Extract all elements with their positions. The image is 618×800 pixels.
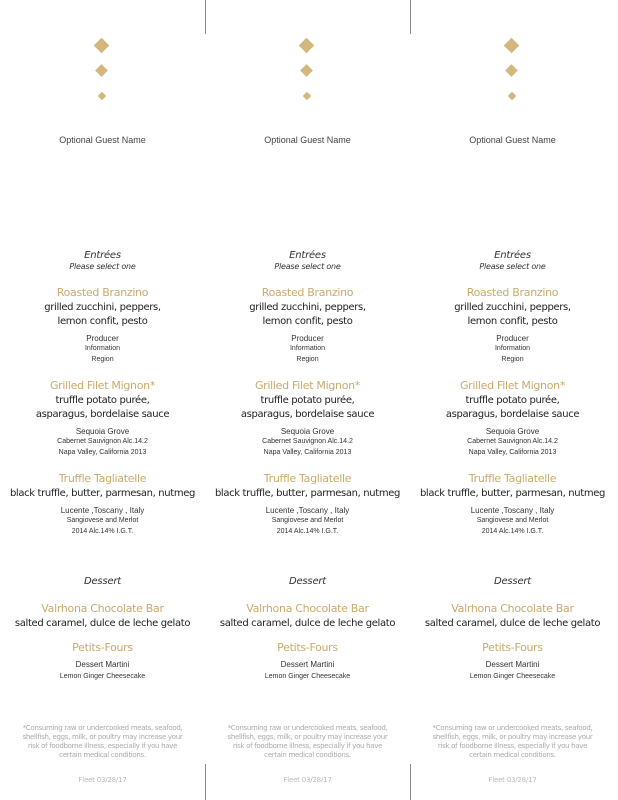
wine-pairing: Lucente ,Toscany , Italy bbox=[60, 506, 145, 515]
dish-name: Truffle Tagliatelle bbox=[58, 472, 147, 485]
menu-item bbox=[205, 641, 410, 682]
dish-description-line: lemon confit, pesto bbox=[262, 316, 353, 327]
dish-description bbox=[0, 617, 205, 631]
dish-name: Petits-Fours bbox=[72, 641, 133, 654]
entrees-header bbox=[205, 250, 410, 271]
wine-detail: 2014 Alc.14% I.G.T. bbox=[481, 528, 544, 535]
diamond-ornament bbox=[410, 0, 615, 110]
wine-detail: Cabernet Sauvignon Alc.14.2 bbox=[467, 438, 558, 445]
wine-pairing: Producer bbox=[291, 334, 324, 343]
dish-description-line: lemon confit, pesto bbox=[57, 316, 148, 327]
wine-pairing: Dessert Martini bbox=[485, 660, 540, 669]
wine-detail: Region bbox=[91, 356, 114, 363]
dish-description bbox=[410, 301, 615, 329]
dish-name: Valrhona Chocolate Bar bbox=[451, 602, 574, 615]
disclaimer-line: risk of foodborne illness, especially if you have bbox=[437, 742, 588, 750]
dish-description-line: black truffle, butter, parmesan, nutmeg bbox=[419, 488, 606, 499]
diamond-icon bbox=[508, 92, 516, 100]
dish-description bbox=[410, 394, 615, 422]
wine-pairing: Dessert Martini bbox=[75, 660, 130, 669]
wine-detail: Information bbox=[494, 345, 531, 352]
diamond-icon bbox=[95, 64, 108, 77]
wine-detail: Information bbox=[84, 345, 121, 352]
dish-name: Petits-Fours bbox=[482, 641, 543, 654]
wine-pairing: Sequoia Grove bbox=[280, 427, 335, 436]
diamond-icon bbox=[299, 38, 315, 54]
menu-item bbox=[205, 472, 410, 537]
menu-item bbox=[410, 641, 615, 682]
wine-pairing: Producer bbox=[86, 334, 119, 343]
dish-description-line: grilled zucchini, peppers, bbox=[249, 302, 366, 313]
dish-name: Roasted Branzino bbox=[261, 286, 354, 299]
menu-item bbox=[0, 472, 205, 537]
guest-name: Optional Guest Name bbox=[264, 135, 351, 145]
dish-name: Roasted Branzino bbox=[56, 286, 149, 299]
dish-description-line: truffle potato purée, bbox=[260, 395, 355, 406]
wine-detail: Sangiovese and Merlot bbox=[66, 517, 139, 524]
dish-description-line: grilled zucchini, peppers, bbox=[454, 302, 571, 313]
dish-description-line: asparagus, bordelaise sauce bbox=[445, 409, 580, 420]
dessert-header bbox=[0, 576, 205, 587]
footer-date: Fleet 03/28/17 bbox=[78, 776, 127, 784]
wine-detail: Sangiovese and Merlot bbox=[476, 517, 549, 524]
diamond-icon bbox=[505, 64, 518, 77]
dessert-title: Dessert bbox=[83, 576, 122, 587]
wine-detail: 2014 Alc.14% I.G.T. bbox=[71, 528, 134, 535]
dessert-header bbox=[205, 576, 410, 587]
entrees-title: Entrées bbox=[289, 250, 326, 261]
dish-name: Grilled Filet Mignon* bbox=[254, 379, 361, 392]
wine-pairing: Lucente ,Toscany , Italy bbox=[265, 506, 350, 515]
dish-description-line: salted caramel, dulce de leche gelato bbox=[219, 618, 396, 629]
dish-name: Grilled Filet Mignon* bbox=[459, 379, 566, 392]
dish-description-line: asparagus, bordelaise sauce bbox=[240, 409, 375, 420]
wine-detail: Cabernet Sauvignon Alc.14.2 bbox=[57, 438, 148, 445]
dish-description bbox=[205, 617, 410, 631]
wine-detail: Lemon Ginger Cheesecake bbox=[469, 673, 556, 680]
entrees-title: Entrées bbox=[84, 250, 121, 261]
entrees-title: Entrées bbox=[494, 250, 531, 261]
dish-description-line: black truffle, butter, parmesan, nutmeg bbox=[9, 488, 196, 499]
menu-item bbox=[410, 602, 615, 631]
menu-item bbox=[0, 641, 205, 682]
dish-description bbox=[410, 617, 615, 631]
wine-detail: Region bbox=[501, 356, 524, 363]
wine-detail: Napa Valley, California 2013 bbox=[468, 449, 557, 456]
menu-item bbox=[205, 602, 410, 631]
disclaimer-line: certain medical conditions. bbox=[264, 751, 351, 759]
wine-detail: Sangiovese and Merlot bbox=[271, 517, 344, 524]
diamond-ornament bbox=[205, 0, 410, 110]
dish-name: Petits-Fours bbox=[277, 641, 338, 654]
dish-description bbox=[205, 487, 410, 501]
menu-item bbox=[205, 286, 410, 365]
wine-detail: Cabernet Sauvignon Alc.14.2 bbox=[262, 438, 353, 445]
dish-name: Valrhona Chocolate Bar bbox=[41, 602, 164, 615]
wine-detail: Region bbox=[296, 356, 319, 363]
diamond-icon bbox=[94, 38, 110, 54]
wine-detail: Information bbox=[289, 345, 326, 352]
wine-pairing: Lucente ,Toscany , Italy bbox=[470, 506, 555, 515]
disclaimer-line: risk of foodborne illness, especially if you have bbox=[232, 742, 383, 750]
food-safety-disclaimer bbox=[432, 724, 593, 760]
food-safety-disclaimer bbox=[22, 724, 183, 760]
disclaimer-line: *Consuming raw or undercooked meats, seafood, bbox=[22, 724, 183, 732]
menu-card bbox=[205, 0, 410, 800]
menu-item bbox=[410, 472, 615, 537]
dish-description bbox=[0, 487, 205, 501]
entrees-header bbox=[410, 250, 615, 271]
dish-description bbox=[205, 394, 410, 422]
disclaimer-line: certain medical conditions. bbox=[59, 751, 146, 759]
dish-name: Truffle Tagliatelle bbox=[468, 472, 557, 485]
dish-description-line: salted caramel, dulce de leche gelato bbox=[14, 618, 191, 629]
disclaimer-line: certain medical conditions. bbox=[469, 751, 556, 759]
wine-detail: Lemon Ginger Cheesecake bbox=[264, 673, 351, 680]
menu-item bbox=[0, 379, 205, 458]
footer-date: Fleet 03/28/17 bbox=[488, 776, 537, 784]
wine-pairing: Dessert Martini bbox=[280, 660, 335, 669]
diamond-icon bbox=[303, 92, 311, 100]
dish-description-line: truffle potato purée, bbox=[465, 395, 560, 406]
disclaimer-line: shellfish, eggs, milk, or poultry may increase your bbox=[432, 733, 593, 741]
menu-item bbox=[205, 379, 410, 458]
dish-description-line: asparagus, bordelaise sauce bbox=[35, 409, 170, 420]
disclaimer-line: *Consuming raw or undercooked meats, seafood, bbox=[432, 724, 593, 732]
dish-name: Roasted Branzino bbox=[466, 286, 559, 299]
dish-name: Truffle Tagliatelle bbox=[263, 472, 352, 485]
dish-description-line: lemon confit, pesto bbox=[467, 316, 558, 327]
diamond-ornament bbox=[0, 0, 205, 110]
dish-description-line: truffle potato purée, bbox=[55, 395, 150, 406]
disclaimer-line: risk of foodborne illness, especially if you have bbox=[27, 742, 178, 750]
dish-description bbox=[410, 487, 615, 501]
dish-description-line: grilled zucchini, peppers, bbox=[44, 302, 161, 313]
entrees-header bbox=[0, 250, 205, 271]
dish-description bbox=[0, 394, 205, 422]
wine-pairing: Sequoia Grove bbox=[75, 427, 130, 436]
dessert-title: Dessert bbox=[493, 576, 532, 587]
menu-item bbox=[410, 286, 615, 365]
disclaimer-line: shellfish, eggs, milk, or poultry may increase your bbox=[227, 733, 388, 741]
diamond-icon bbox=[504, 38, 520, 54]
guest-name: Optional Guest Name bbox=[469, 135, 556, 145]
wine-detail: Napa Valley, California 2013 bbox=[263, 449, 352, 456]
menu-item bbox=[410, 379, 615, 458]
dessert-header bbox=[410, 576, 615, 587]
dish-description-line: black truffle, butter, parmesan, nutmeg bbox=[214, 488, 401, 499]
menu-card bbox=[410, 0, 615, 800]
wine-detail: Lemon Ginger Cheesecake bbox=[59, 673, 146, 680]
wine-pairing: Sequoia Grove bbox=[485, 427, 540, 436]
dish-description bbox=[205, 301, 410, 329]
wine-detail: 2014 Alc.14% I.G.T. bbox=[276, 528, 339, 535]
wine-detail: Napa Valley, California 2013 bbox=[58, 449, 147, 456]
menu-card bbox=[0, 0, 205, 800]
wine-pairing: Producer bbox=[496, 334, 529, 343]
dish-description-line: salted caramel, dulce de leche gelato bbox=[424, 618, 601, 629]
entrees-subtitle: Please select one bbox=[479, 262, 546, 271]
food-safety-disclaimer bbox=[227, 724, 388, 760]
disclaimer-line: *Consuming raw or undercooked meats, seafood, bbox=[227, 724, 388, 732]
dish-name: Valrhona Chocolate Bar bbox=[246, 602, 369, 615]
dish-description bbox=[0, 301, 205, 329]
entrees-subtitle: Please select one bbox=[274, 262, 341, 271]
diamond-icon bbox=[300, 64, 313, 77]
dish-name: Grilled Filet Mignon* bbox=[49, 379, 156, 392]
dessert-title: Dessert bbox=[288, 576, 327, 587]
diamond-icon bbox=[98, 92, 106, 100]
menu-item bbox=[0, 286, 205, 365]
guest-name: Optional Guest Name bbox=[59, 135, 146, 145]
disclaimer-line: shellfish, eggs, milk, or poultry may increase your bbox=[22, 733, 183, 741]
entrees-subtitle: Please select one bbox=[69, 262, 136, 271]
footer-date: Fleet 03/28/17 bbox=[283, 776, 332, 784]
menu-item bbox=[0, 602, 205, 631]
